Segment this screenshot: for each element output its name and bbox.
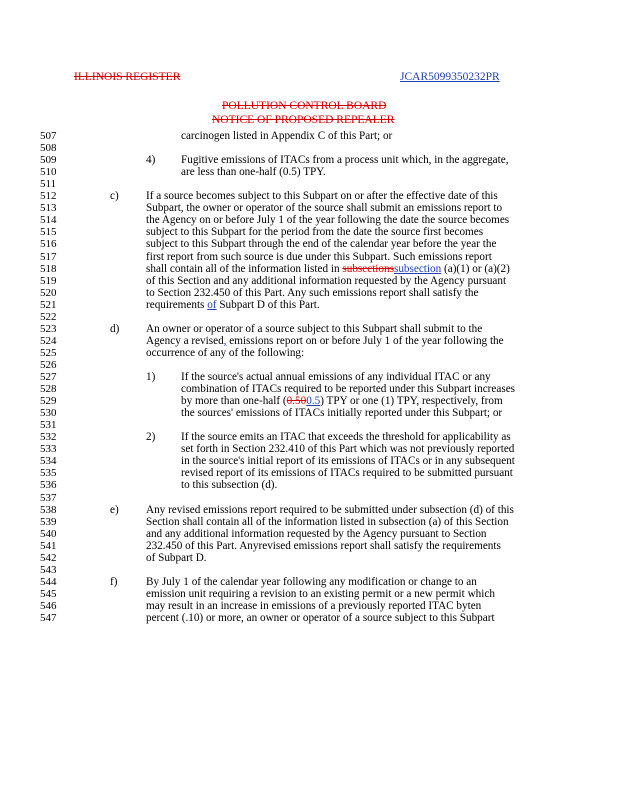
document-line [0,263,618,275]
register-title: ILLINOIS REGISTER [74,71,181,83]
line-text [146,263,510,275]
line-number: 527 [40,371,57,383]
line-number: 540 [40,527,57,540]
inserted-text: subsection [393,262,442,275]
text-segment: If the source emits an ITAC that exceeds the threshold for applicability as [181,431,511,444]
text-segment: in the source's initial report of its emissions of ITACs or in any subsequent [181,455,515,468]
line-text [146,516,509,528]
line-text [181,431,511,443]
document-line [0,202,618,214]
document-line [0,226,618,238]
text-segment: and any additional information requested by the Agency pursuant to Section [146,527,487,540]
line-number: 538 [40,503,57,516]
line-text [146,226,483,238]
line-text [181,443,514,455]
line-text [146,588,495,600]
document-line [0,190,618,202]
text-segment: carcinogen listed in Appendix C of this Part; or [181,130,393,142]
document-line [0,154,618,166]
line-number: 536 [40,479,57,492]
document-line [0,528,618,540]
line-number: 509 [40,154,57,167]
line-text [146,600,481,612]
line-text [146,347,304,359]
line-text [146,202,502,214]
line-number: 535 [40,467,57,480]
text-segment: emissions report on or before July 1 of the year following the [226,334,504,347]
text-segment: Section shall contain all of the information listed in subsection (a) of this Section [146,515,509,528]
line-number: 530 [40,407,57,420]
line-number: 516 [40,238,57,251]
document-line [0,407,618,419]
document-line [0,431,618,443]
line-number: 541 [40,539,57,552]
document-line [0,299,618,311]
notice-title: NOTICE OF PROPOSED REPEALER [212,114,395,126]
document-line [0,612,618,624]
document-line [0,564,618,576]
item-label: 2) [146,431,156,444]
line-number: 511 [40,178,57,191]
document-line [0,347,618,359]
text-segment: Any revised emissions report required to be submitted under subsection (d) of this [146,503,514,516]
item-label: e) [110,503,119,516]
text-segment: are less than one-half (0.5) TPY. [181,166,326,179]
item-label: 1) [146,371,156,383]
line-number: 515 [40,226,57,239]
line-number: 523 [40,322,57,335]
text-segment: to this subsection (d). [181,479,278,492]
line-text [181,166,326,178]
line-number: 521 [40,298,57,311]
line-number: 533 [40,443,57,456]
line-text [146,214,509,226]
line-text [146,299,320,311]
document-line [0,359,618,371]
text-segment: of Subpart D. [146,551,207,564]
line-number: 531 [40,419,57,432]
deleted-text: subsections [342,262,394,275]
line-number: 532 [40,431,57,444]
line-text [146,335,504,347]
document-line [0,443,618,455]
line-number: 512 [40,190,57,203]
text-segment: occurrence of any of the following: [146,346,305,359]
line-text [146,238,496,250]
line-number: 520 [40,286,57,299]
line-text [181,455,515,467]
inserted-text: 0.5 [306,395,321,408]
item-label: 4) [146,154,156,167]
text-segment: revised report of its emissions of ITACs required to be submitted pursuant [181,467,513,480]
document-line [0,287,618,299]
text-segment: may result in an increase in emissions of a previously reported ITAC byten [146,599,482,612]
text-segment: subject to this Subpart for the period from the date the source first becomes [146,226,484,239]
text-segment: (a)(1) or (a)(2) [441,262,510,275]
document-line [0,492,618,504]
line-text [181,407,502,419]
item-label: d) [110,322,120,335]
line-number: 508 [40,142,57,155]
line-number: 529 [40,395,57,408]
text-segment: percent (.10) or more, an owner or operator of a source subject to this Subpart [146,612,495,624]
document-line [0,588,618,600]
item-label: f) [110,575,118,588]
text-segment: Agency a revised [146,334,224,347]
line-number: 517 [40,250,57,263]
document-line [0,311,618,323]
line-text [181,130,392,142]
document-line [0,504,618,516]
document-line [0,552,618,564]
text-segment: by more than one-half ( [181,395,287,408]
line-number: 547 [40,612,57,624]
item-label: c) [110,190,119,203]
line-text [146,528,487,540]
line-number: 534 [40,455,57,468]
text-segment: combination of ITACs required to be reported under this Subpart increases [181,383,516,396]
line-number: 519 [40,274,57,287]
text-segment: set forth in Section 232.410 of this Part which was not previously reported [181,443,515,456]
line-text [181,383,515,395]
document-line [0,251,618,263]
document-line [0,178,618,190]
line-number: 545 [40,587,57,600]
line-text [181,467,513,479]
text-segment: shall contain all of the information listed in [146,262,343,275]
document-line [0,576,618,588]
text-segment: Subpart, the owner or operator of the source shall submit an emissions report to [146,202,503,215]
document-line [0,467,618,479]
line-number: 544 [40,575,57,588]
line-number: 525 [40,346,57,359]
document-line [0,383,618,395]
text-segment: If a source becomes subject to this Subpart on or after the effective date of this [146,190,498,203]
line-text [146,552,207,564]
inserted-text: of [207,298,217,311]
document-line [0,142,618,154]
line-text [181,154,509,166]
line-text [181,395,503,407]
document-line [0,275,618,287]
line-number: 539 [40,515,57,528]
text-segment: subject to this Subpart through the end of the calendar year before the year the [146,238,497,251]
line-text [146,251,492,263]
document-line [0,419,618,431]
document-line [0,335,618,347]
line-text [181,479,277,491]
line-number: 510 [40,166,57,179]
text-segment: requirements [146,298,208,311]
text-segment: By July 1 of the calendar year following any modification or change to an [146,575,477,588]
text-segment: An owner or operator of a source subject to this Subpart shall submit to the [146,322,483,335]
line-number: 542 [40,551,57,564]
document-line [0,214,618,226]
line-number: 528 [40,383,57,396]
document-line [0,516,618,528]
deleted-text: 0.50 [286,395,307,408]
document-line [0,540,618,552]
document-line [0,371,618,383]
document-line [0,455,618,467]
line-number: 518 [40,262,57,275]
line-text [146,504,514,516]
text-segment: first report from such source is due under this Subpart. Such emissions report [146,250,492,263]
text-segment: emission unit requiring a revision to an existing permit or a new permit which [146,587,495,600]
line-number: 543 [40,563,57,576]
document-line [0,395,618,407]
line-number: 546 [40,599,57,612]
text-segment: If the source's actual annual emissions of any individual ITAC or any [181,371,491,383]
line-text [181,371,491,383]
text-segment: the Agency on or before July 1 of the year following the date the source becomes [146,214,510,227]
line-number: 514 [40,214,57,227]
document-line [0,130,618,142]
text-segment: of this Section and any additional information requested by the Agency pursuant [146,274,507,287]
jcar-code: JCAR5099350232PR [400,71,500,83]
text-segment: ) TPY or one (1) TPY, respectively, from [320,395,503,408]
line-text [146,190,498,202]
line-text [146,275,506,287]
line-number: 524 [40,334,57,347]
line-number: 526 [40,358,57,371]
line-text [146,612,495,624]
document-line [0,479,618,491]
line-number: 537 [40,491,57,504]
line-number: 507 [40,130,57,142]
line-number: 522 [40,310,57,323]
line-text [146,540,501,552]
line-text [146,576,477,588]
document-line [0,166,618,178]
text-segment: 232.450 of this Part. Anyrevised emissions report shall satisfy the requirements [146,539,501,552]
line-number: 513 [40,202,57,215]
board-title: POLLUTION CONTROL BOARD [222,100,387,112]
line-text [146,287,479,299]
document-line [0,238,618,250]
text-segment: to Section 232.450 of this Part. Any such emissions report shall satisfy the [146,286,479,299]
inserted-text: , [223,334,227,347]
document-line [0,323,618,335]
line-text [146,323,482,335]
text-segment: Fugitive emissions of ITACs from a process unit which, in the aggregate, [181,154,509,167]
text-segment: the sources' emissions of ITACs initially reported under this Subpart; or [181,407,503,420]
document-line [0,600,618,612]
text-segment: Subpart D of this Part. [216,298,320,311]
